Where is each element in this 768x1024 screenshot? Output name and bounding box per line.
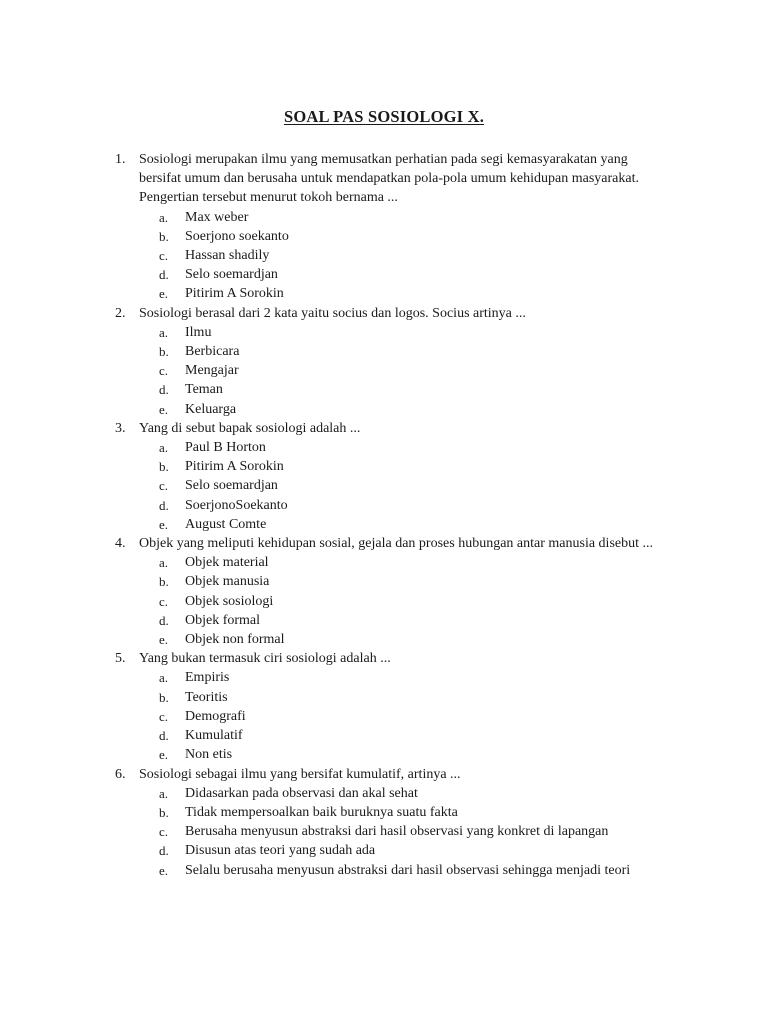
option-item: [138, 822, 658, 841]
option-list: [139, 784, 658, 880]
option-letter: c.: [159, 248, 169, 264]
option-text: SoerjonoSoekanto: [185, 497, 288, 513]
option-text: Mengajar: [185, 363, 239, 379]
option-letter: b.: [159, 228, 169, 244]
option-letter: e.: [159, 747, 169, 763]
option-item: [138, 572, 658, 591]
option-item: [138, 726, 658, 745]
option-letter: d.: [159, 728, 169, 744]
question-number: 6.: [115, 766, 126, 782]
option-item: [138, 227, 658, 246]
option-letter: a.: [159, 555, 169, 571]
option-text: Demografi: [185, 708, 246, 724]
question-list: [0, 150, 768, 880]
question-item: [0, 765, 768, 880]
option-list: [139, 438, 658, 534]
option-letter: e.: [159, 516, 169, 532]
option-letter: b.: [159, 574, 169, 590]
option-item: [138, 515, 658, 534]
option-letter: d.: [159, 497, 169, 513]
option-text: Soerjono soekanto: [185, 228, 289, 244]
option-letter: b.: [159, 459, 169, 475]
document-title: SOAL PAS SOSIOLOGI X.: [283, 107, 485, 126]
option-letter: a.: [159, 209, 169, 225]
option-text: Pitirim A Sorokin: [185, 459, 284, 475]
option-text: Objek sosiologi: [185, 593, 274, 609]
option-text: Max weber: [185, 209, 249, 225]
option-item: [138, 784, 658, 803]
option-text: Selo soemardjan: [185, 267, 278, 283]
option-item: [138, 361, 658, 380]
option-item: [138, 342, 658, 361]
option-letter: a.: [159, 670, 169, 686]
option-item: [138, 438, 658, 457]
option-item: [138, 592, 658, 611]
option-item: [138, 496, 658, 515]
option-letter: a.: [159, 324, 169, 340]
option-item: [138, 668, 658, 687]
option-text: Berbicara: [185, 344, 240, 360]
option-text: Objek material: [185, 555, 269, 571]
option-letter: c.: [159, 593, 169, 609]
question-text: Sosiologi sebagai ilmu yang bersifat kumulatif, artinya ...: [139, 766, 461, 782]
question-text: Yang di sebut bapak sosiologi adalah ...: [139, 420, 361, 436]
option-letter: a.: [159, 785, 169, 801]
option-letter: d.: [159, 382, 169, 398]
question-number: 4.: [115, 536, 126, 552]
option-item: [138, 323, 658, 342]
option-letter: d.: [159, 843, 169, 859]
option-letter: b.: [159, 344, 169, 360]
option-item: [138, 553, 658, 572]
option-text: Objek non formal: [185, 632, 285, 648]
option-letter: a.: [159, 440, 169, 456]
question-text: Sosiologi berasal dari 2 kata yaitu socius dan logos. Socius artinya ...: [139, 305, 526, 321]
option-text: Berusaha menyusun abstraksi dari hasil observasi yang konkret di lapangan: [185, 824, 609, 840]
option-item: [138, 400, 658, 419]
question-text: Objek yang meliputi kehidupan sosial, gejala dan proses hubungan antar manusia disebut ...: [139, 536, 653, 552]
option-item: [138, 265, 658, 284]
question-text: Sosiologi merupakan ilmu yang memusatkan perhatian pada segi kemasyarakatan yang bersifat umum dan berusaha untuk mendapatkan pola-pola umum kehidupan masyarakat. Pengertian tersebut menurut tokoh bernama ...: [139, 152, 639, 206]
question-number: 1.: [115, 152, 126, 167]
option-text: Objek manusia: [185, 574, 270, 590]
question-number: 2.: [115, 305, 126, 321]
option-letter: b.: [159, 689, 169, 705]
option-text: Pitirim A Sorokin: [185, 286, 284, 302]
option-text: Non etis: [185, 747, 233, 763]
option-text: Selo soemardjan: [185, 478, 278, 494]
option-text: Tidak mempersoalkan baik buruknya suatu fakta: [185, 804, 458, 820]
option-text: Paul B Horton: [185, 440, 266, 456]
question-text: Yang bukan termasuk ciri sosiologi adalah ...: [139, 651, 391, 667]
option-item: [138, 457, 658, 476]
option-text: Kumulatif: [185, 728, 243, 744]
option-item: [138, 284, 658, 303]
option-letter: b.: [159, 804, 169, 820]
option-text: Keluarga: [185, 401, 237, 417]
option-item: [138, 611, 658, 630]
option-letter: e.: [159, 286, 169, 302]
option-text: Ilmu: [185, 324, 212, 340]
question-item: [0, 419, 768, 534]
option-item: [138, 380, 658, 399]
option-letter: d.: [159, 267, 169, 283]
option-text: Teman: [185, 382, 223, 398]
option-item: [138, 707, 658, 726]
option-text: Selalu berusaha menyusun abstraksi dari hasil observasi sehingga menjadi teori: [185, 862, 631, 878]
option-item: [138, 476, 658, 495]
option-letter: c.: [159, 708, 169, 724]
option-item: [138, 688, 658, 707]
option-list: [139, 553, 658, 649]
question-item: [0, 534, 768, 649]
option-text: Disusun atas teori yang sudah ada: [185, 843, 376, 859]
option-item: [138, 841, 658, 860]
option-item: [138, 803, 658, 822]
option-list: [139, 323, 658, 419]
option-item: [138, 861, 658, 880]
question-number: 5.: [115, 651, 126, 667]
question-item: [0, 304, 768, 419]
option-item: [138, 745, 658, 764]
option-letter: e.: [159, 401, 169, 417]
question-item: [0, 649, 768, 764]
option-item: [138, 630, 658, 649]
option-item: [138, 208, 658, 227]
option-list: [139, 668, 658, 764]
option-letter: c.: [159, 478, 169, 494]
option-text: Hassan shadily: [185, 248, 270, 264]
option-text: Didasarkan pada observasi dan akal sehat: [185, 785, 418, 801]
option-letter: d.: [159, 612, 169, 628]
question-item: [0, 150, 768, 304]
question-number: 3.: [115, 420, 126, 436]
option-list: [139, 208, 658, 304]
option-letter: c.: [159, 363, 169, 379]
option-letter: c.: [159, 824, 169, 840]
option-text: Empiris: [185, 670, 230, 686]
option-text: August Comte: [185, 516, 267, 532]
option-text: Teoritis: [185, 689, 228, 705]
option-item: [138, 246, 658, 265]
option-letter: e.: [159, 632, 169, 648]
option-text: Objek formal: [185, 612, 261, 628]
option-letter: e.: [159, 862, 169, 878]
